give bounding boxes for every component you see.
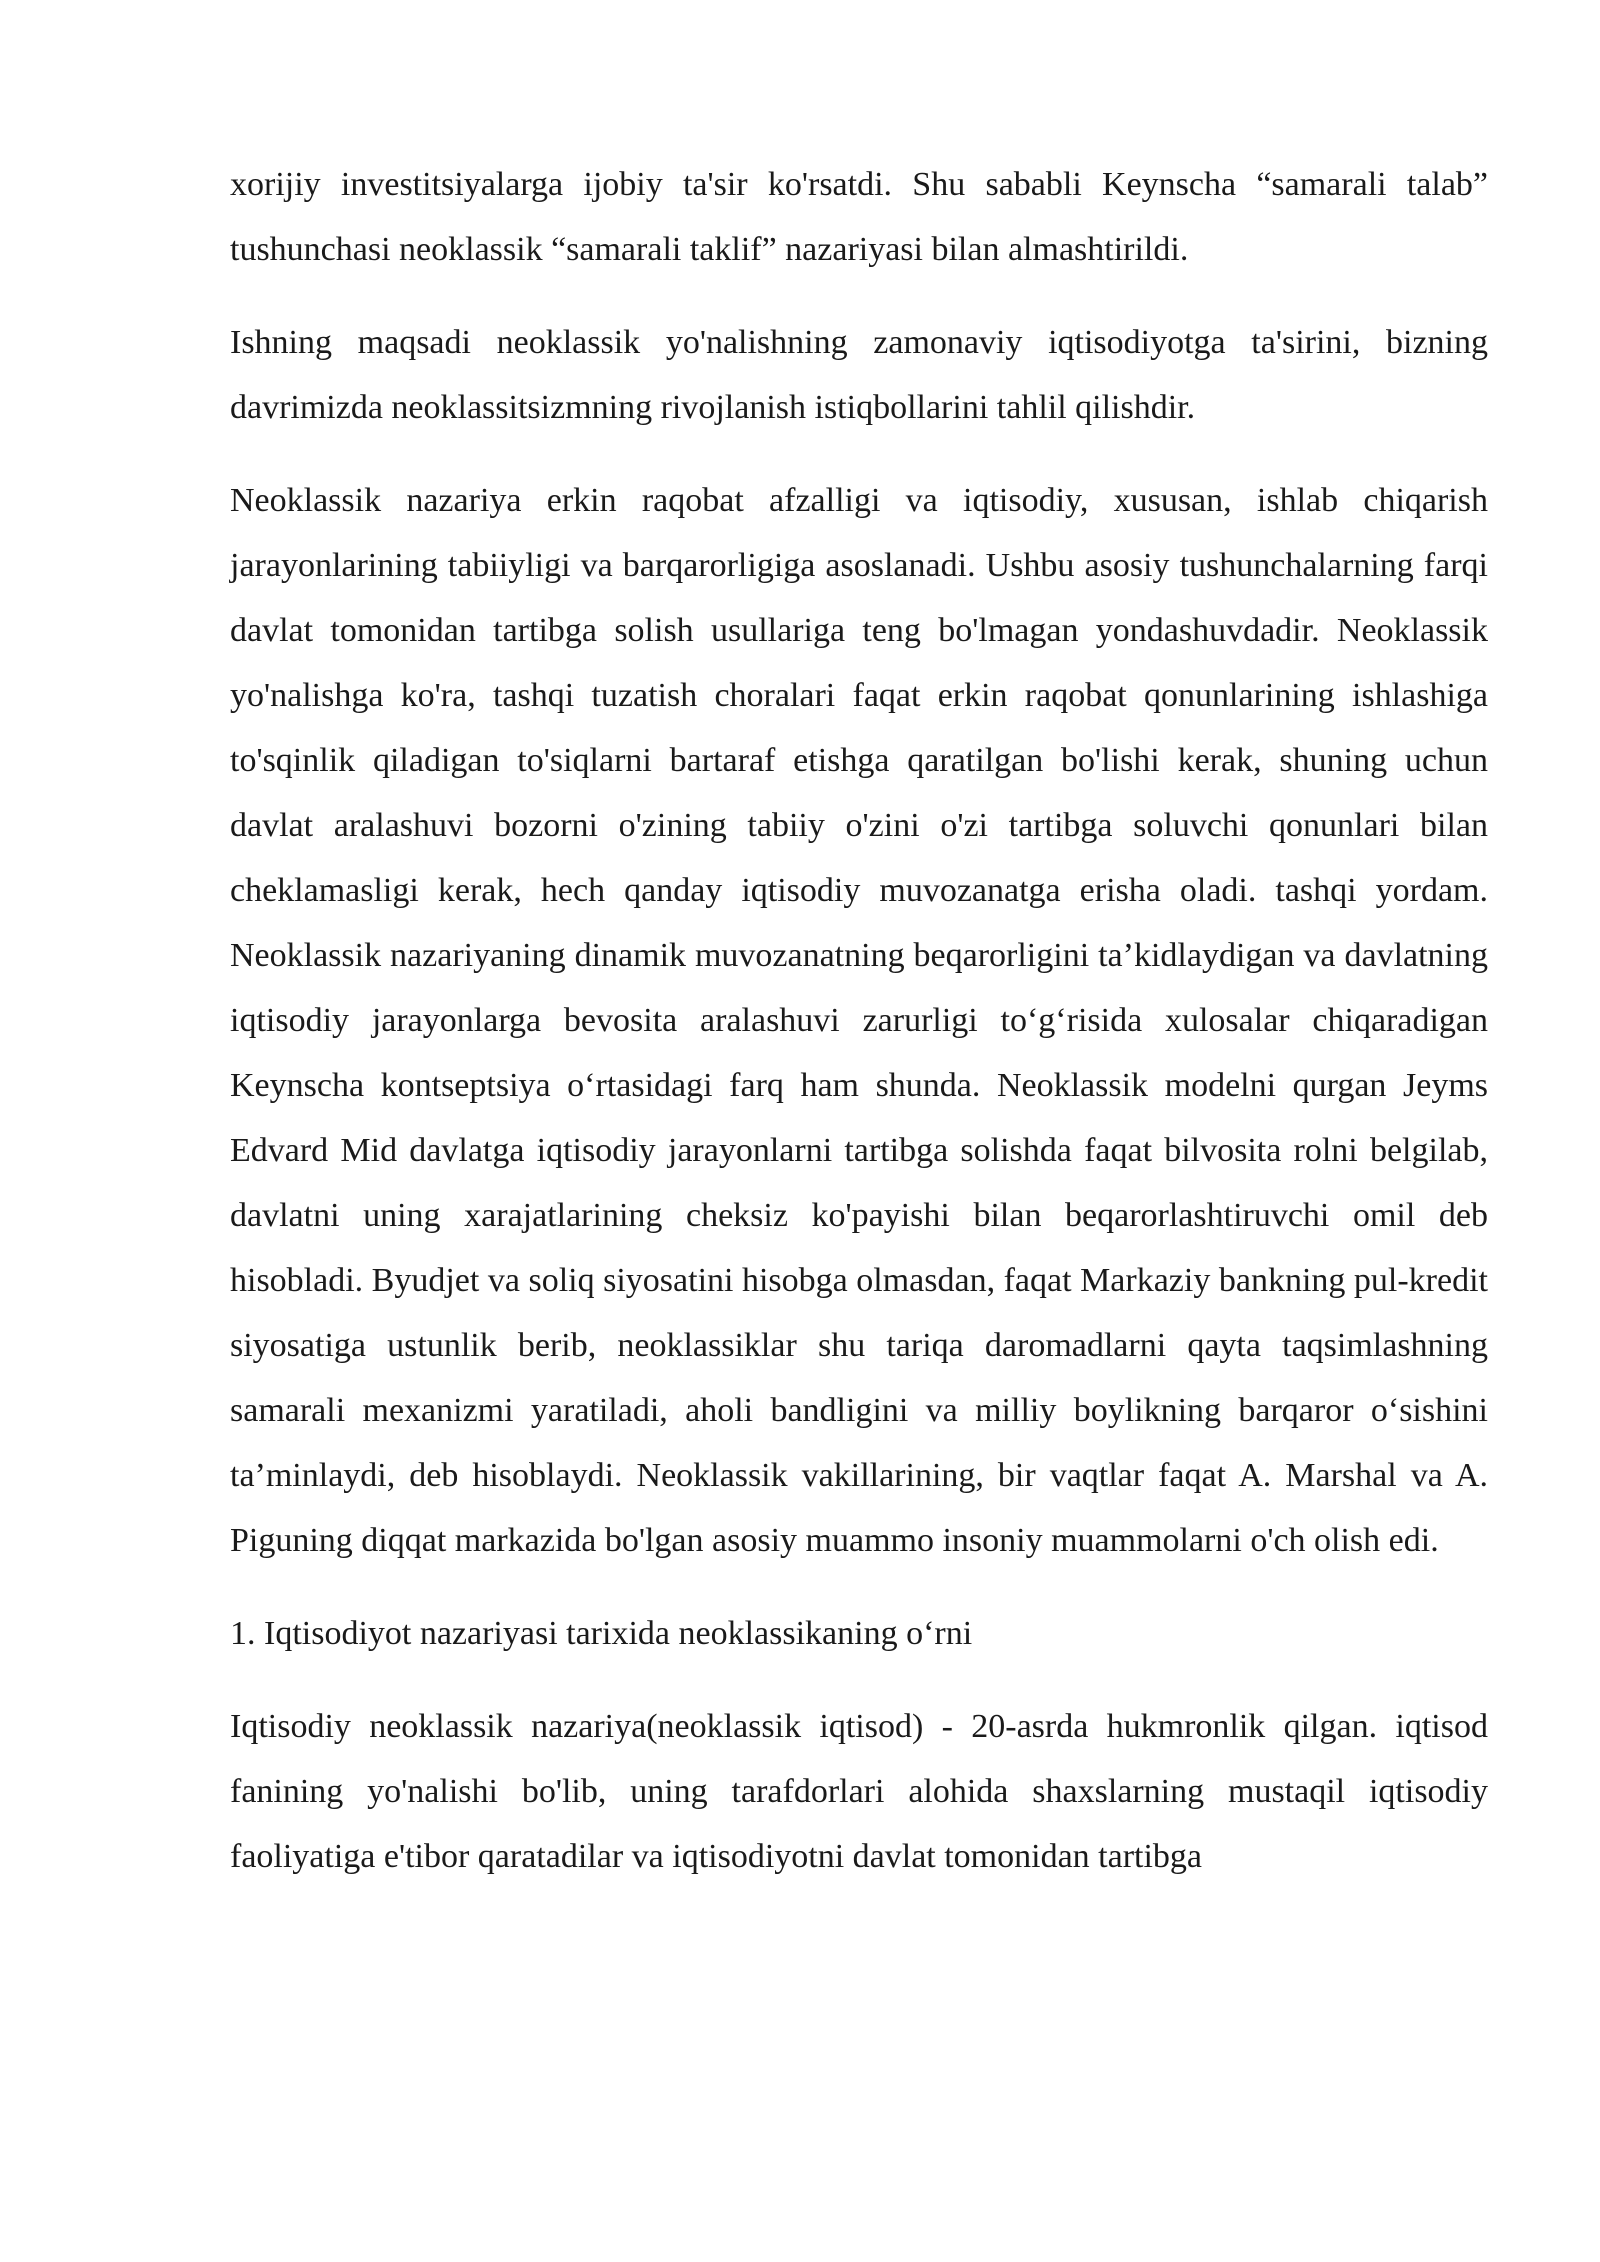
section-heading: 1. Iqtisodiyot nazariyasi tarixida neoklassikaning o‘rni [230,1615,973,1652]
document-page [230,152,1488,1917]
paragraph-purpose: Ishning maqsadi neoklassik yo'nalishning zamonaviy iqtisodiyotga ta'sirini, bizning davrimizda neoklassitsizmning rivojlanish istiqbollarini tahlil qilishdir. [230,324,1488,426]
paragraph-definition: Iqtisodiy neoklassik nazariya(neoklassik iqtisod) - 20-asrda hukmronlik qilgan. iqtisod fanining yo'nalishi bo'lib, uning tarafdorlari alohida shaxslarning mustaqil iqtisodiy faoliyatiga e'tibor qaratadilar va iqtisodiyotni davlat tomonidan tartibga [230,1708,1488,1875]
paragraph-intro-continuation: xorijiy investitsiyalarga ijobiy ta'sir ko'rsatdi. Shu sababli Keynscha “samarali talab” tushunchasi neoklassik “samarali taklif” nazariyasi bilan almashtirildi. [230,166,1488,268]
paragraph-neoclassical-theory: Neoklassik nazariya erkin raqobat afzalligi va iqtisodiy, xususan, ishlab chiqarish jarayonlarining tabiiyligi va barqarorligiga asoslanadi. Ushbu asosiy tushunchalarning farqi davlat tomonidan tartibga solish usullariga teng bo'lmagan yondashuvdadir. Neoklassik yo'nalishga ko'ra, tashqi tuzatish choralari faqat erkin raqobat qonunlarining ishlashiga to'sqinlik qiladigan to'siqlarni bartaraf etishga qaratilgan bo'lishi kerak, shuning uchun davlat aralashuvi bozorni o'zining tabiiy o'zini o'zi tartibga soluvchi qonunlari bilan cheklamasligi kerak, hech qanday iqtisodiy muvozanatga erisha oladi. tashqi yordam. Neoklassik nazariyaning dinamik muvozanatning beqarorligini ta’kidlaydigan va davlatning iqtisodiy jarayonlarga bevosita aralashuvi zarurligi to‘g‘risida xulosalar chiqaradigan Keynscha kontseptsiya o‘rtasidagi farq ham shunda. Neoklassik modelni qurgan Jeyms Edvard Mid davlatga iqtisodiy jarayonlarni tartibga solishda faqat bilvosita rolni belgilab, davlatni uning xarajatlarining cheksiz ko'payishi bilan beqarorlashtiruvchi omil deb hisobladi. Byudjet va soliq siyosatini hisobga olmasdan, faqat Markaziy bankning pul-kredit siyosatiga ustunlik berib, neoklassiklar shu tariqa daromadlarni qayta taqsimlashning samarali mexanizmi yaratiladi, aholi bandligini va milliy boylikning barqaror o‘sishini ta’minlaydi, deb hisoblaydi. Neoklassik vakillarining, bir vaqtlar faqat A. Marshal va A. Piguning diqqat markazida bo'lgan asosiy muammo insoniy muammolarni o'ch olish edi. [230,482,1488,1559]
